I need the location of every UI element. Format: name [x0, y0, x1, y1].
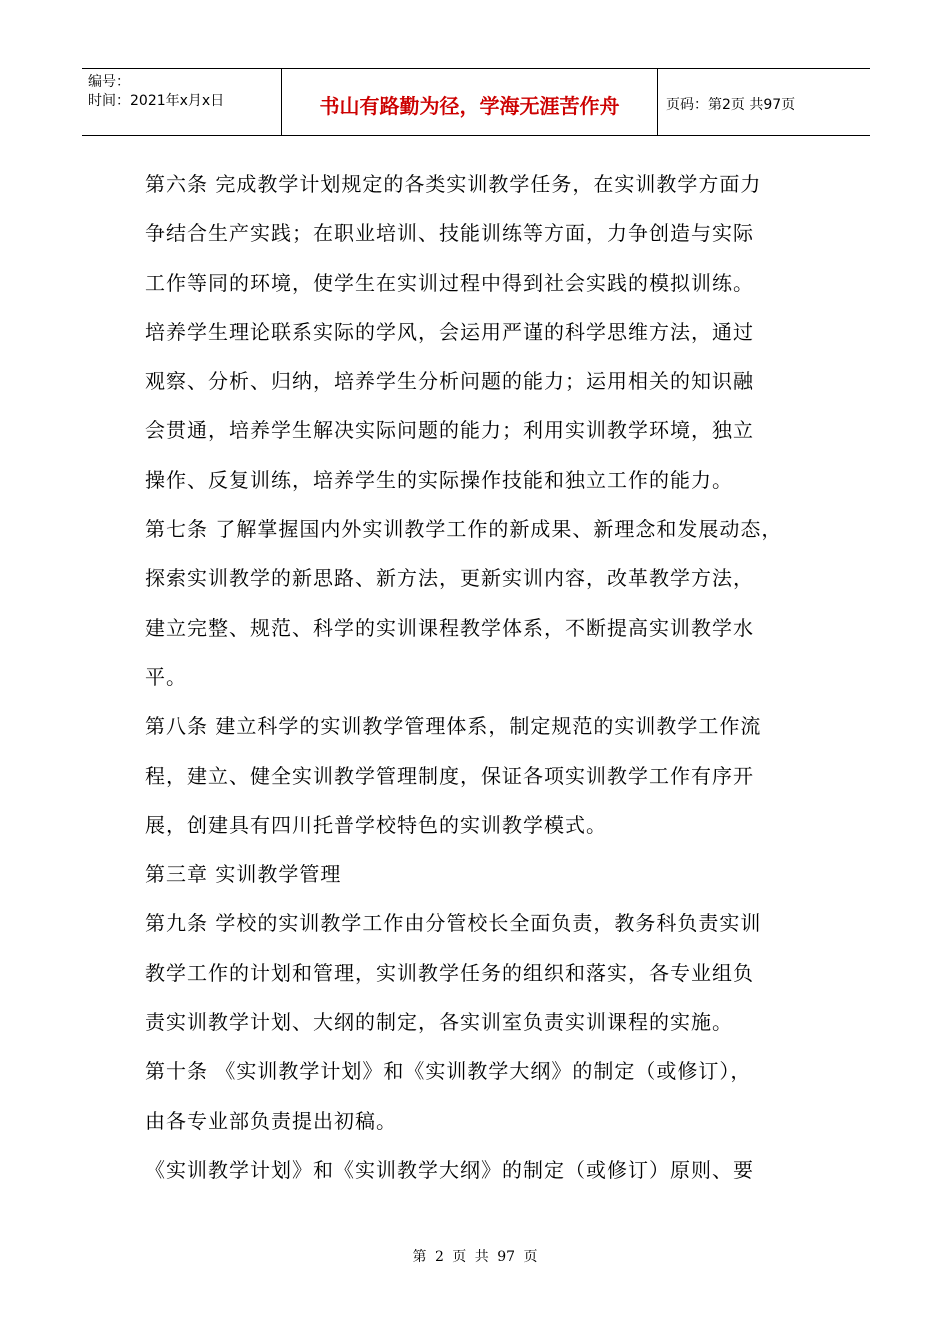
body-line: 平。: [145, 664, 187, 689]
header-meta: [82, 69, 282, 135]
page-header: [82, 68, 870, 136]
body-line: 展，创建具有四川托普学校特色的实训教学模式。: [145, 812, 607, 837]
body-line: 第七条 了解掌握国内外实训教学工作的新成果、新理念和发展动态，: [145, 517, 783, 542]
header-page-info: 页码：第2页 共97页: [666, 97, 796, 113]
body-line: 工作等同的环境，使学生在实训过程中得到社会实践的模拟训练。: [145, 270, 754, 295]
body-line: 教学工作的计划和管理，实训教学任务的组织和落实，各专业组负: [145, 960, 754, 985]
body-line: 观察、分析、归纳，培养学生分析问题的能力；运用相关的知识融: [145, 369, 754, 394]
body-line: 程，建立、健全实训教学管理制度，保证各项实训教学工作有序开: [145, 763, 754, 788]
body-line: 培养学生理论联系实际的学风，会运用严谨的科学思维方法，通过: [145, 319, 754, 344]
body-line: 《实训教学计划》和《实训教学大纲》的制定（或修订）原则、要: [145, 1157, 754, 1182]
header-motto: 书山有路勤为径，学海无涯苦作舟: [282, 69, 658, 135]
page-footer: 第 2 页 共 97 页: [412, 1249, 538, 1265]
chapter-heading: 第三章 实训教学管理: [145, 862, 342, 887]
body-line: 第十条 《实训教学计划》和《实训教学大纲》的制定（或修订），: [145, 1059, 752, 1084]
body-line: 责实训教学计划、大纲的制定，各实训室负责实训课程的实施。: [145, 1010, 733, 1035]
document-number-label: 编号：: [88, 74, 130, 90]
body-line: 由各专业部负责提出初稿。: [145, 1108, 397, 1133]
body-line: 第六条 完成教学计划规定的各类实训教学任务，在实训教学方面力: [145, 172, 762, 196]
body-line: 操作、反复训练，培养学生的实际操作技能和独立工作的能力。: [145, 467, 733, 492]
body-line: 探索实训教学的新思路、新方法，更新实训内容，改革教学方法，: [145, 566, 754, 591]
body-line: 第九条 学校的实训教学工作由分管校长全面负责，教务科负责实训: [145, 911, 762, 936]
body-line: 第八条 建立科学的实训教学管理体系，制定规范的实训教学工作流: [145, 714, 762, 739]
body-line: 会贯通，培养学生解决实际问题的能力；利用实训教学环境，独立: [145, 418, 754, 443]
document-date: 时间：2021年x月x日: [88, 93, 225, 109]
body-line: 争结合生产实践；在职业培训、技能训练等方面，力争创造与实际: [145, 221, 754, 246]
document-body: [145, 160, 825, 1195]
body-line: 建立完整、规范、科学的实训课程教学体系，不断提高实训教学水: [145, 615, 754, 640]
